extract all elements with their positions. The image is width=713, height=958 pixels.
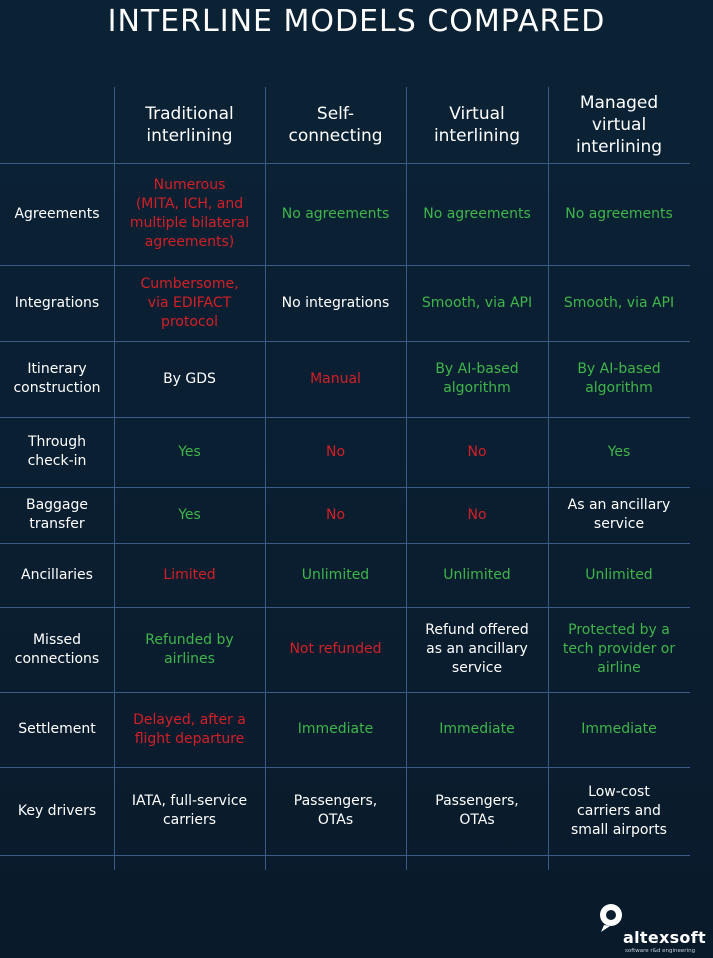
table-cell-line: Cumbersome,: [140, 275, 239, 292]
table-cell-line: Immediate: [297, 721, 374, 737]
table-cell-line: Immediate: [581, 721, 657, 737]
row-label-line: construction: [13, 380, 101, 396]
table-cell: [406, 341, 548, 417]
row-label: [0, 265, 114, 341]
table-cell: [406, 607, 548, 692]
table-cell-line: Refund offered: [425, 622, 529, 638]
table-cell-line: IATA, full-service: [131, 793, 248, 809]
table-cell: [265, 265, 406, 341]
row-label-line: connections: [14, 650, 100, 667]
row-label-line: Agreements: [14, 205, 100, 222]
page-title: INTERLINE MODELS COMPARED: [107, 4, 606, 39]
column-header-1-line: Traditional: [145, 104, 234, 124]
brand-name: altexsoft: [623, 928, 706, 947]
table-cell: [406, 487, 548, 543]
table-cell: [114, 607, 265, 692]
table-cell: [548, 487, 690, 543]
table-cell-line: via EDIFACT: [147, 294, 232, 311]
table-cell-line: By AI-based: [577, 361, 661, 377]
grid-line-horizontal: [0, 855, 690, 856]
table-cell-line: Passengers,: [435, 793, 519, 809]
table-cell-line: Unlimited: [301, 566, 370, 583]
table-cell: [406, 543, 548, 607]
table-cell-line: No integrations: [281, 294, 390, 311]
table-cell-line: No: [467, 506, 487, 523]
table-cell-line: algorithm: [443, 380, 511, 396]
table-cell-line: tech provider or: [562, 641, 676, 657]
table-cell-line: carriers and: [577, 802, 661, 819]
table-cell-line: No agreements: [281, 205, 390, 222]
table-cell: [265, 607, 406, 692]
table-cell-line: Protected by a: [568, 622, 670, 638]
table-cell: [265, 487, 406, 543]
table-cell: [114, 417, 265, 487]
table-cell-line: As an ancillary: [567, 497, 671, 513]
column-header-4: [548, 87, 690, 163]
column-header-2-line: connecting: [288, 126, 383, 146]
table-cell-line: Not refunded: [289, 641, 382, 657]
row-label-line: Missed: [32, 631, 82, 648]
table-cell-line: Unlimited: [443, 566, 511, 583]
row-label-line: transfer: [29, 516, 85, 532]
table-cell: [548, 767, 690, 855]
table-cell: [265, 543, 406, 607]
table-cell: [265, 767, 406, 855]
row-label-line: Integrations: [14, 294, 100, 311]
table-cell-line: multiple bilateral: [129, 215, 250, 231]
table-cell: [548, 543, 690, 607]
table-cell: [548, 692, 690, 767]
row-label: [0, 543, 114, 607]
table-cell-line: Yes: [178, 506, 201, 523]
table-cell-line: agreements): [144, 234, 235, 250]
table-cell-line: small airports: [571, 821, 667, 838]
column-header-4-line: Managed: [579, 93, 659, 113]
column-header-2-line: Self-: [316, 104, 355, 124]
row-label-line: Ancillaries: [21, 566, 93, 583]
table-cell: [548, 607, 690, 692]
table-cell: [406, 163, 548, 265]
table-cell: [265, 692, 406, 767]
column-header-3-line: Virtual: [449, 104, 505, 124]
row-label-line: Settlement: [18, 721, 96, 737]
table-cell-line: Smooth, via API: [421, 294, 533, 311]
table-cell-line: No: [325, 506, 346, 523]
table-cell: [265, 163, 406, 265]
table-cell: [406, 265, 548, 341]
brand-tagline: software r&d engineering: [625, 948, 696, 954]
table-cell: [265, 417, 406, 487]
table-cell-line: algorithm: [585, 380, 653, 396]
column-header-2: [265, 87, 406, 163]
table-cell: [114, 692, 265, 767]
table-cell: [548, 417, 690, 487]
table-cell-line: By AI-based: [435, 361, 519, 377]
table-cell-line: Passengers,: [293, 793, 378, 809]
table-cell-line: protocol: [160, 313, 219, 330]
table-cell-line: airlines: [164, 650, 215, 667]
column-header-1-line: interlining: [146, 126, 233, 146]
table-cell-line: service: [593, 516, 645, 532]
row-label: [0, 767, 114, 855]
table-cell-line: as an ancillary: [426, 641, 528, 657]
row-label: [0, 607, 114, 692]
table-cell: [114, 265, 265, 341]
table-cell-line: Immediate: [439, 721, 515, 737]
table-cell: [114, 767, 265, 855]
table-cell-line: Unlimited: [585, 566, 653, 583]
table-cell-line: Limited: [163, 566, 216, 583]
table-cell: [406, 767, 548, 855]
table-cell-line: No: [325, 443, 346, 460]
table-cell-line: (MITA, ICH, and: [135, 196, 244, 212]
table-cell-line: Yes: [607, 443, 631, 460]
row-label: [0, 692, 114, 767]
table-cell-line: Low-cost: [588, 783, 650, 800]
row-label-line: Itinerary: [27, 361, 87, 377]
column-header-3: [406, 87, 548, 163]
table-cell: [548, 163, 690, 265]
table-cell: [406, 692, 548, 767]
row-label: [0, 417, 114, 487]
row-label-line: Baggage: [25, 497, 89, 513]
table-cell: [548, 341, 690, 417]
column-header-1: [114, 87, 265, 163]
table-cell-line: No agreements: [565, 205, 673, 222]
row-label-line: Key drivers: [17, 802, 97, 819]
table-cell: [406, 417, 548, 487]
column-header-3-line: interlining: [433, 126, 521, 146]
row-label: [0, 341, 114, 417]
table-cell: [548, 265, 690, 341]
table-cell-line: By GDS: [163, 370, 216, 387]
column-header-4-line: interlining: [575, 137, 663, 157]
row-label-line: Through: [27, 434, 87, 450]
table-cell: [265, 341, 406, 417]
table-cell: [114, 163, 265, 265]
table-cell-line: Manual: [310, 370, 361, 387]
table-cell-line: No: [467, 443, 487, 460]
column-header-4-line: virtual: [591, 115, 647, 135]
table-cell-line: Delayed, after a: [133, 711, 246, 728]
row-label: [0, 163, 114, 265]
table-cell-line: Yes: [178, 443, 201, 460]
table-cell-line: flight departure: [134, 730, 245, 747]
brand-logo: [596, 903, 706, 955]
table-cell-line: Numerous: [153, 177, 226, 193]
row-label-line: check-in: [27, 453, 87, 469]
row-label: [0, 487, 114, 543]
table-cell-line: OTAs: [459, 812, 495, 828]
table-cell: [114, 543, 265, 607]
table-cell-line: Refunded by: [145, 631, 234, 648]
table-cell-line: airline: [597, 660, 641, 676]
table-cell-line: service: [451, 660, 503, 676]
table-cell: [114, 341, 265, 417]
table-cell-line: OTAs: [317, 812, 354, 828]
table-cell-line: No agreements: [423, 205, 531, 222]
table-cell-line: carriers: [162, 812, 217, 828]
altexsoft-logo-icon: [598, 903, 626, 933]
table-cell-line: Smooth, via API: [563, 294, 675, 311]
table-cell: [114, 487, 265, 543]
